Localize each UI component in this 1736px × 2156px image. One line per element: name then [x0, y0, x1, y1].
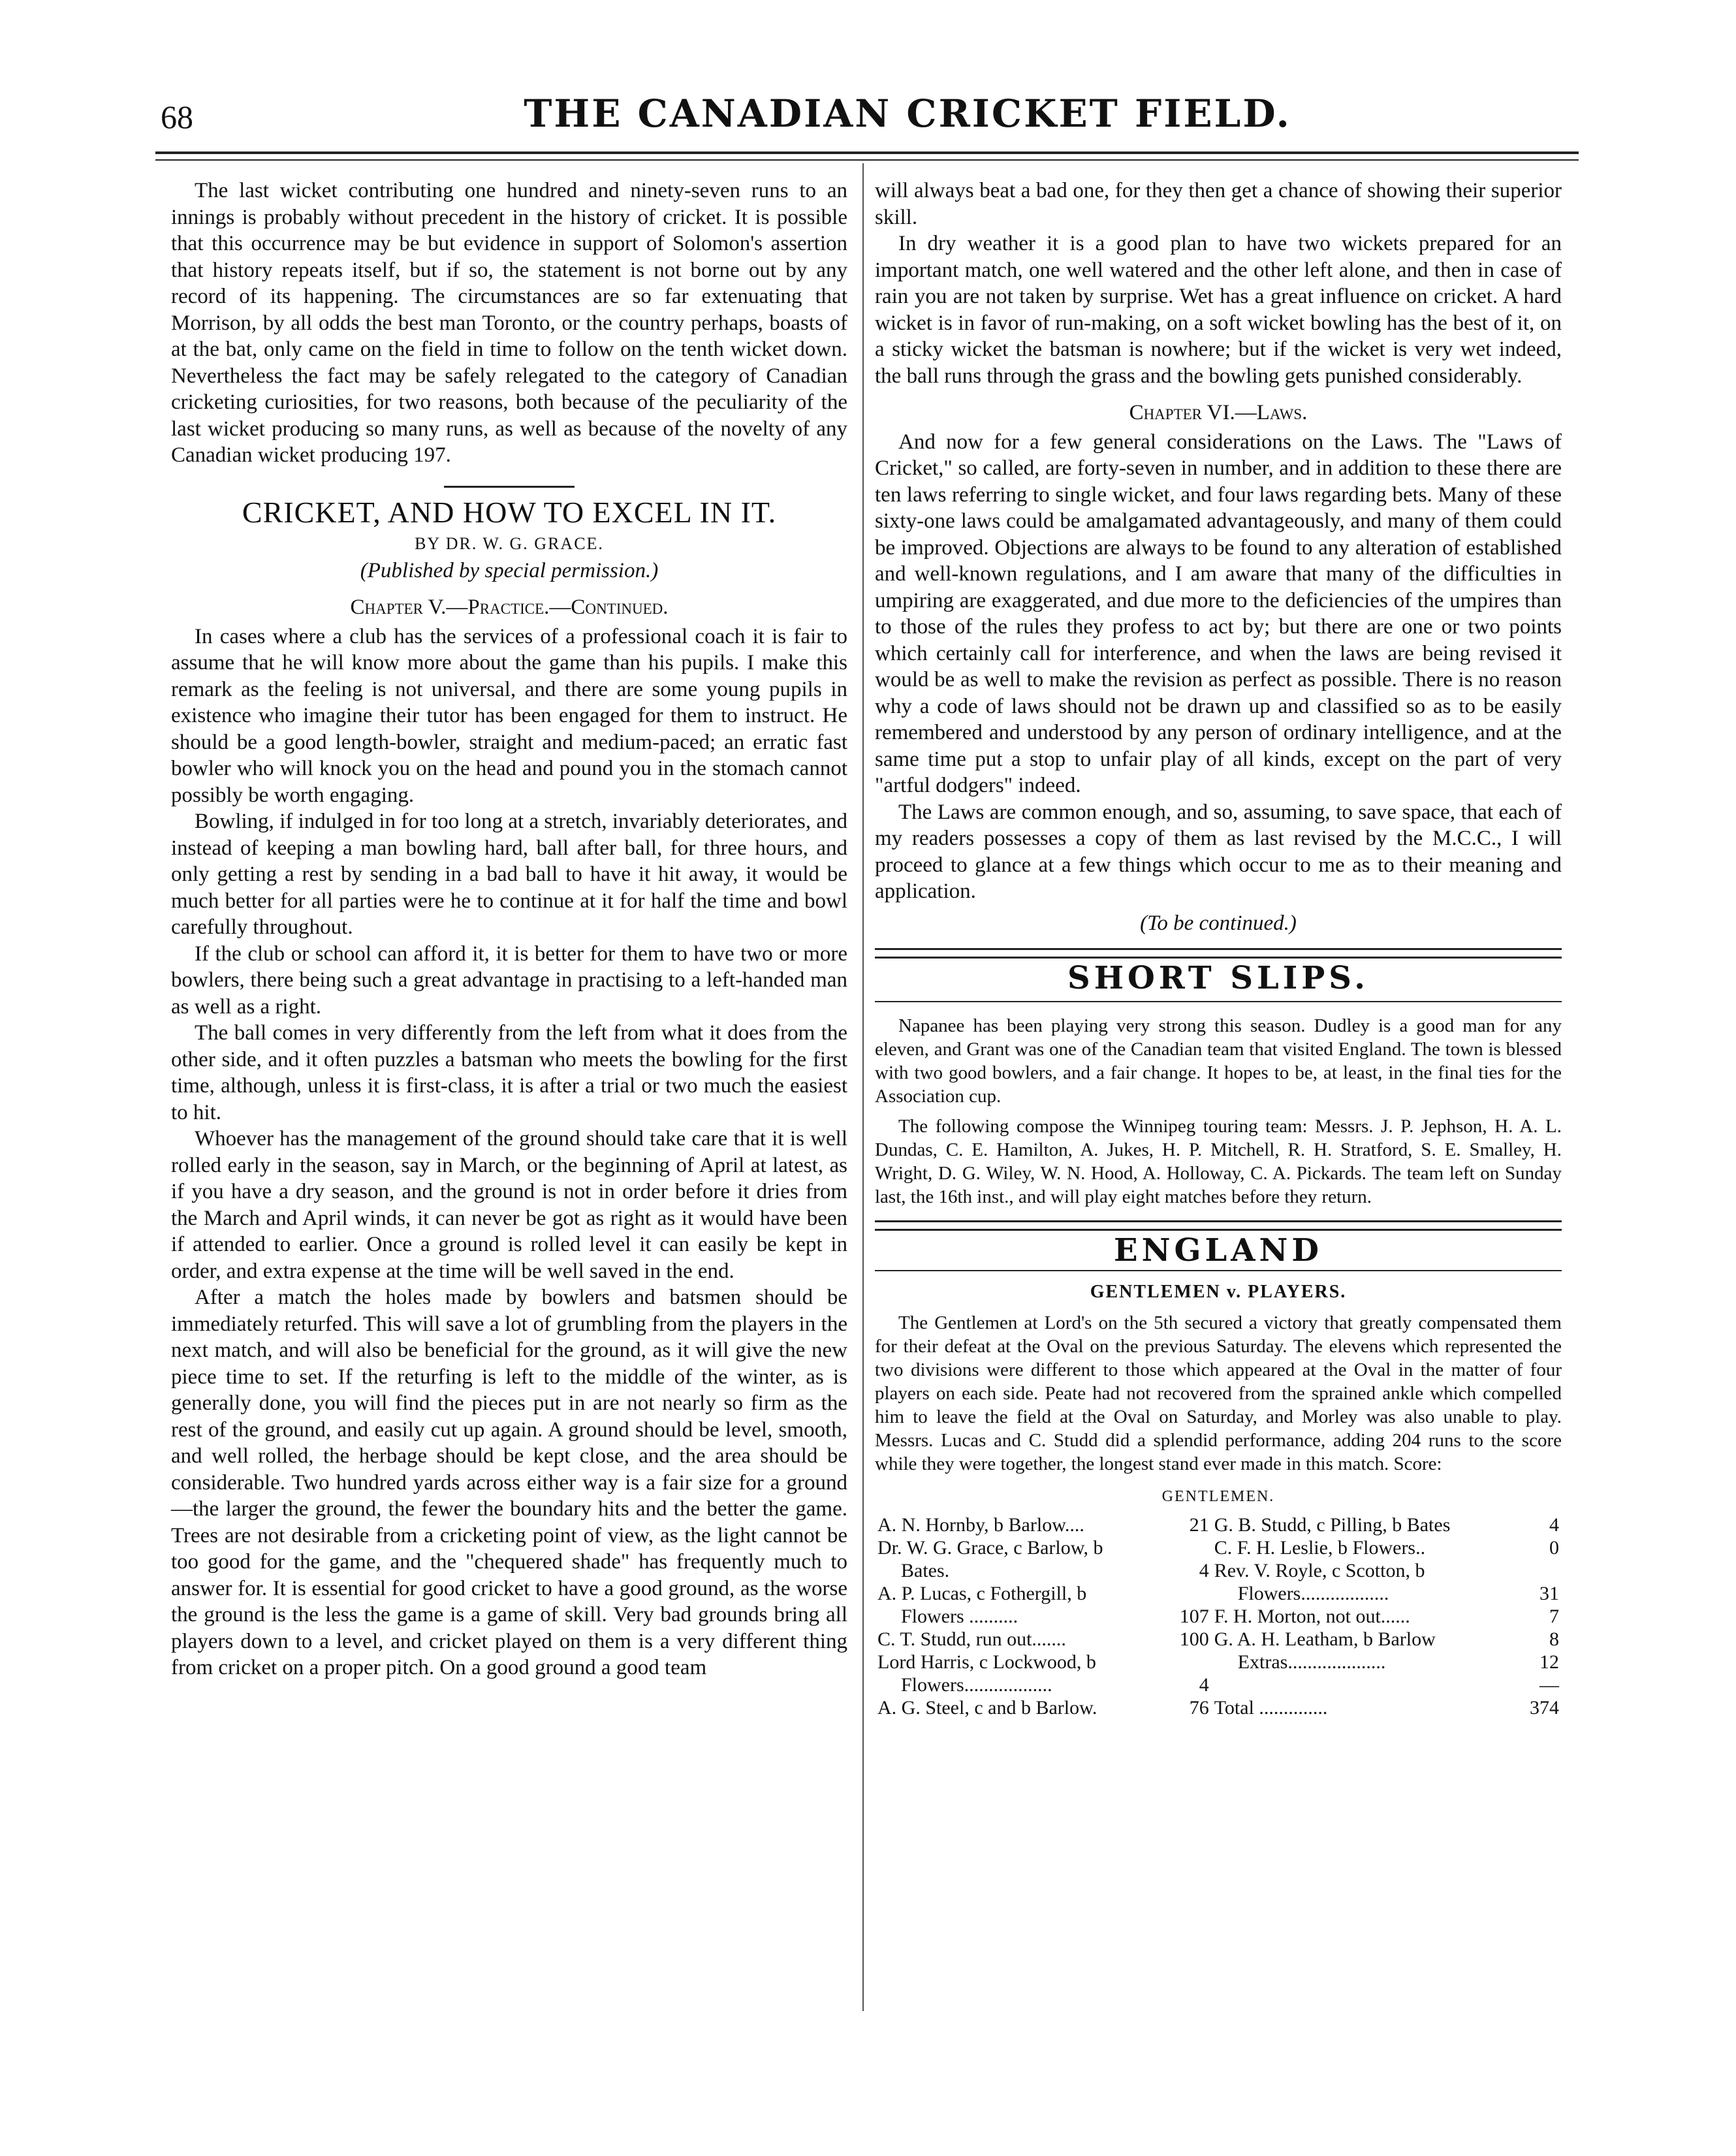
batsman-runs — [1167, 1582, 1211, 1605]
paragraph: The ball comes in very differently from the left from what it does from the other side, and it often puzzles a batsman who meets the bowling for the first time, although, unless it is first-class, it is after a trial or two much the easiest to hit. — [171, 1021, 847, 1124]
paragraph: The following compose the Winnipeg touring team: Messrs. J. P. Jephson, H. A. L. Dundas, C. E. Hamilton, A. Jukes, H. P. Mitchell, R. H. Stratford, S. E. Smalley, H. Wright, D. G. Wiley, W. N. Hood, A. Holloway, C. A. Pickards. The team left on Sunday last, the 16th inst., and will play eight matches before they return. — [875, 1115, 1562, 1207]
batsman-runs: 374 — [1530, 1697, 1559, 1719]
double-rule — [875, 948, 1562, 959]
batsman-name: Flowers.................. — [901, 1674, 1052, 1696]
header-rule-top — [155, 151, 1579, 154]
page-title: THE CANADIAN CRICKET FIELD. — [524, 91, 1291, 136]
left-column — [171, 178, 847, 1681]
batsman-name: Flowers .......... — [901, 1606, 1018, 1627]
batsman-name: C. T. Studd, run out....... — [877, 1628, 1066, 1650]
chapter-heading: Chapter VI.—Laws. — [1129, 401, 1308, 424]
rule — [875, 1001, 1562, 1002]
paragraph: In cases where a club has the services of a professional coach it is fair to assume that he will know more about the game than his pupils. I make this remark as the feeling is not universal, and there are some young pupils in existence who imagine their tutor has been engaged for them to instruct. He should be a good length-bowler, straight and medium-paced; an erratic fast bowler who will knock you on the head and pound you in the stomach cannot possibly be worth engaging. — [171, 624, 847, 807]
article-byline: BY DR. W. G. GRACE. — [415, 534, 604, 553]
chapter-heading: Chapter V.—Practice.—Continued. — [350, 595, 669, 619]
batsman-name: A. N. Hornby, b Barlow.... — [877, 1514, 1084, 1536]
paragraph: After a match the holes made by bowlers and batsmen should be immediately returfed. This will save a lot of grumbling from the players in the next match, and will also be beneficial for the ground, as it will give the new piece time to set. If the returfing is left to the middle of the winter, as is generally done, you will find the pieces put in are not nearly so firm as the rest of the ground, and easily cut up again. A ground should be level, smooth, and well rolled, the herbage should be kept close, and the area should be considerable. Two hundred yards across either way is a fair size for a ground—the larger the ground, the fewer the boundary hits and the better the game. Trees are not desirable from a cricketing point of view, as the light cannot be too good for the game, and the "chequered shade" has frequently much to answer for. It is essential for good cricket to have a good ground, as the worse the ground is the less the game is a game of skill. Very bad grounds bring all players down to a level, and cricket played on them is a very different thing from cricket on a proper pitch. On a good ground a good team — [171, 1286, 847, 1679]
scorecard-heading: GENTLEMEN. — [1161, 1487, 1275, 1505]
score-row — [875, 1559, 1562, 1582]
batsman-name: C. F. H. Leslie, b Flowers.. — [1214, 1537, 1426, 1559]
rule — [875, 1270, 1562, 1271]
batsman-runs: 76 — [1189, 1697, 1209, 1719]
batsman-runs: 4 — [1199, 1560, 1209, 1581]
batsman-runs: 12 — [1539, 1651, 1559, 1673]
batsman-name: Total .............. — [1214, 1697, 1328, 1719]
short-slips-heading: SHORT SLIPS. — [1067, 960, 1369, 996]
permission-note: (Published by special permission.) — [360, 558, 659, 582]
batsman-runs — [1167, 1536, 1211, 1559]
right-column — [875, 178, 1562, 1719]
score-row — [875, 1605, 1562, 1628]
paragraph: If the club or school can afford it, it is better for them to have two or more bowlers, there being such a great advantage in practising to a left-handed man as well as a right. — [171, 942, 847, 1019]
batsman-runs: 8 — [1549, 1628, 1559, 1650]
batsman-runs — [1167, 1651, 1211, 1673]
scorecard — [875, 1514, 1562, 1719]
batsman-name — [1212, 1673, 1518, 1696]
batsman-runs: 21 — [1189, 1514, 1209, 1536]
header-rule-bottom — [155, 159, 1579, 161]
score-row — [875, 1536, 1562, 1559]
section-divider — [444, 486, 575, 488]
batsman-name: Rev. V. Royle, c Scotton, b — [1214, 1560, 1425, 1581]
score-row — [875, 1628, 1562, 1651]
batsman-runs: 100 — [1179, 1628, 1209, 1650]
batsman-name: Flowers.................. — [1237, 1583, 1389, 1604]
paragraph: Napanee has been playing very strong this season. Dudley is a good man for any eleven, and Grant was one of the Canadian team that visited England. The town is blessed with two good bowlers, and a fair change. It hopes to be, at least, in the final ties for the Association cup. — [875, 1015, 1562, 1107]
batsman-runs: — — [1539, 1674, 1559, 1696]
to-be-continued: (To be continued.) — [1140, 911, 1297, 935]
batsman-name: Extras.................... — [1237, 1651, 1386, 1673]
paragraph: Bowling, if indulged in for too long at a stretch, invariably deteriorates, and instead of keeping a man bowling hard, ball after ball, for three hours, and only getting a rest by sending in a bad ball to have it hit away, it would be much better for all parties were he to continue at it for half the time and bowl carefully throughout. — [171, 810, 847, 939]
continued-paragraph: will always beat a bad one, for they then get a chance of showing their superior skill. — [875, 179, 1562, 229]
column-divider — [862, 163, 864, 2011]
double-rule — [875, 1220, 1562, 1231]
intro-paragraph: The last wicket contributing one hundred and ninety-seven runs to an innings is probably without precedent in the history of cricket. It is possible that this occurrence may be but evidence in support of Solomon's assertion that history repeats itself, but if so, the statement is not borne out by any record of its happening. The circumstances are so far extenuating that Morrison, by all odds the best man Toronto, or the country perhaps, boasts of at the bat, only came on the field in time to follow on the tenth wicket down. Nevertheless the fact may be safely relegated to the category of Canadian cricketing curiosities, for two reasons, both because of the peculiarity of the last wicket producing so many runs, as well as because of the novelty of any Canadian wicket producing 197. — [171, 179, 847, 467]
batsman-runs: 4 — [1549, 1514, 1559, 1536]
batsman-name: A. P. Lucas, c Fothergill, b — [877, 1583, 1087, 1604]
batsman-runs: 0 — [1549, 1537, 1559, 1559]
match-heading: GENTLEMEN v. PLAYERS. — [1090, 1282, 1347, 1302]
page-number: 68 — [161, 99, 193, 135]
batsman-name: A. G. Steel, c and b Barlow. — [877, 1697, 1097, 1719]
batsman-name: Dr. W. G. Grace, c Barlow, b — [877, 1537, 1103, 1559]
batsman-runs: 31 — [1539, 1583, 1559, 1604]
article-title: CRICKET, AND HOW TO EXCEL IN IT. — [242, 495, 777, 529]
paragraph: Whoever has the management of the ground should take care that it is well rolled early in the season, say in March, or the beginning of April at latest, as if you have a dry season, and the ground is not in order before it dries from the March and April winds, it can never be got as right as it would have been if attended to earlier. Once a ground is rolled level it can easily be kept in order, and extra expense at the time will be well saved in the end. — [171, 1127, 847, 1283]
batsman-name: Lord Harris, c Lockwood, b — [877, 1651, 1096, 1673]
batsman-runs — [1518, 1559, 1562, 1582]
batsman-name: F. H. Morton, not out...... — [1214, 1606, 1410, 1627]
batsman-name: Bates. — [901, 1560, 950, 1581]
paragraph: The Laws are common enough, and so, assuming, to save space, that each of my readers possesses a copy of them as last revised by the M.C.C., I will proceed to glance at a few things which occur to me as to their meaning and application. — [875, 800, 1562, 903]
score-row — [875, 1582, 1562, 1605]
batsman-runs: 107 — [1179, 1606, 1209, 1627]
batsman-name: G. B. Studd, c Pilling, b Bates — [1214, 1514, 1451, 1536]
paragraph: The Gentlemen at Lord's on the 5th secured a victory that greatly compensated them for their defeat at the Oval on the previous Saturday. The elevens which represented the two divisions were different to those which appeared at the Oval in the matter of four players on each side. Peate had not recovered from the sprained ankle which compelled him to leave the field at the Oval on Saturday, and Morley was also unable to play. Messrs. Lucas and C. Studd did a splendid performance, adding 204 runs to the score while they were together, the longest stand ever made in this match. Score: — [875, 1312, 1562, 1474]
paragraph: And now for a few general considerations on the Laws. The "Laws of Cricket," so called, are forty-seven in number, and in addition to these there are ten laws referring to single wicket, and four laws regarding bets. Many of these sixty-one laws could be amalgamated advantageously, and many of them could be improved. Objections are always to be found to any alteration of established and well-known regulations, and I am aware that many of the difficulties in umpiring are exaggerated, and due more to the deficiencies of the umpires than to those of the rules they profess to act by; but there are one or two points which certainly call for interference, and when the laws are being revised it would be as well to make the revision as perfect as possible. There is no reason why a code of laws should not be drawn up and classified so as to be easily remembered and understood by any person of ordinary intelligence, and at the same time put a stop to unfair play of all kinds, except on the part of very "artful dodgers" indeed. — [875, 430, 1562, 797]
score-row — [875, 1696, 1562, 1719]
score-row — [875, 1673, 1562, 1696]
england-heading: ENGLAND — [1114, 1231, 1323, 1269]
score-row — [875, 1514, 1562, 1536]
batsman-runs: 4 — [1199, 1674, 1209, 1696]
paragraph: In dry weather it is a good plan to have two wickets prepared for an important match, one well watered and the other left alone, and then in case of rain you are not taken by surprise. Wet has a great influence on cricket. A hard wicket is in favor of run-making, on a soft wicket bowling has the best of it, on a sticky wicket the batsman is nowhere; but if the wicket is very wet indeed, the ball runs through the grass and the bowling gets punished considerably. — [875, 232, 1562, 388]
batsman-name: G. A. H. Leatham, b Barlow — [1214, 1628, 1436, 1650]
batsman-runs: 7 — [1549, 1606, 1559, 1627]
score-row — [875, 1651, 1562, 1673]
